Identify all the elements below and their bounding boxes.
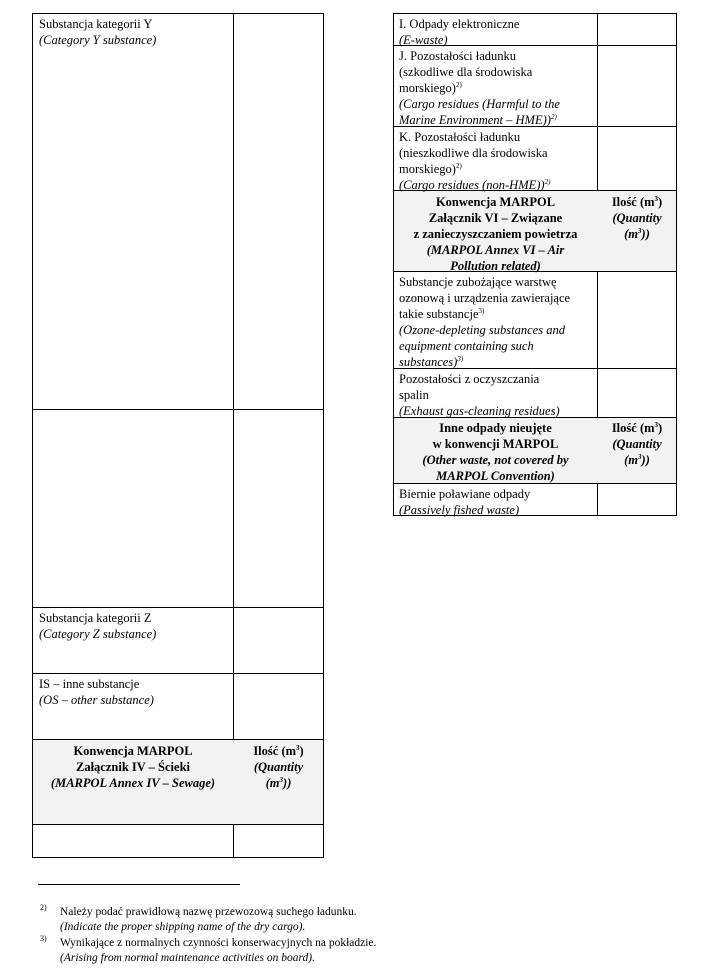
annex6-header: Konwencja MARPOL Załącznik VI – Związane z zanieczyszczaniem powietrza (MARPOL Annex VI – Air Pollution related) <box>413 195 578 273</box>
footnote-number: 2) <box>40 903 47 912</box>
category-z-label: Substancja kategorii Z (Category Z substance) <box>39 611 157 641</box>
annex6-quantity-header: Ilość $(m^3)$ (Quantity $(m^3)$) <box>611 194 663 241</box>
e-waste-label: I. Odpady elektroniczne (E-waste) <box>399 17 520 47</box>
annex4-quantity-header: Ilość $(m^3)$ (Quantity $(m^3)$) <box>253 743 304 790</box>
left-table-frame <box>32 13 324 858</box>
row-divider <box>32 409 324 410</box>
passively-fished-label: Biernie poławiane odpady (Passively fished waste) <box>399 487 531 517</box>
footnote-separator <box>38 884 240 885</box>
exhaust-residues-label: Pozostałości z oczyszczania spalin (Exhaust gas-cleaning residues) <box>399 372 560 418</box>
footnote-text-en: (Indicate the proper shipping name of the dry cargo). <box>60 921 306 933</box>
left-col-divider <box>233 13 234 858</box>
category-y-label: Substancja kategorii Y (Category Y substance) <box>39 17 157 47</box>
other-waste-quantity-header: Ilość $(m^3)$ (Quantity $(m^3)$) <box>611 420 663 467</box>
other-waste-header: Inne odpady nieujęte w konwencji MARPOL (Other waste, not covered by MARPOL Convention) <box>422 421 569 483</box>
other-substance-label: IS – inne substancje (OS – other substance) <box>39 677 154 707</box>
row-divider <box>32 824 324 825</box>
ozone-depleting-label: Substancje zubożające warstwę ozonową i urządzenia zawierające takie substancje$^{3)}$ (Ozone-depleting substances and equipment containing such substances)$^{3)}$ <box>399 275 571 369</box>
footnote-text-pl: Należy podać prawidłową nazwę przewozową suchego ładunku. <box>60 906 357 918</box>
annex4-header: Konwencja MARPOL Załącznik IV – Ścieki (MARPOL Annex IV – Sewage) <box>50 744 216 790</box>
footnote-text-en: (Arising from normal maintenance activities on board). <box>60 952 315 964</box>
footnote-text-pl: Wynikające z normalnych czynności konserwacyjnych na pokładzie. <box>60 937 377 949</box>
footnote-number: 3) <box>40 934 47 943</box>
cargo-residues-hme-label: J. Pozostałości ładunku (szkodliwe dla środowiska morskiego)$^{2)}$ (Cargo residues (Harmful to the Marine Environment – HME))$^{2)}$ <box>399 49 560 127</box>
cargo-residues-non-hme-label: K. Pozostałości ładunku (nieszkodliwe dla środowiska morskiego)$^{2)}$ (Cargo residues (non-HME))$^{2)}$ <box>399 130 551 192</box>
